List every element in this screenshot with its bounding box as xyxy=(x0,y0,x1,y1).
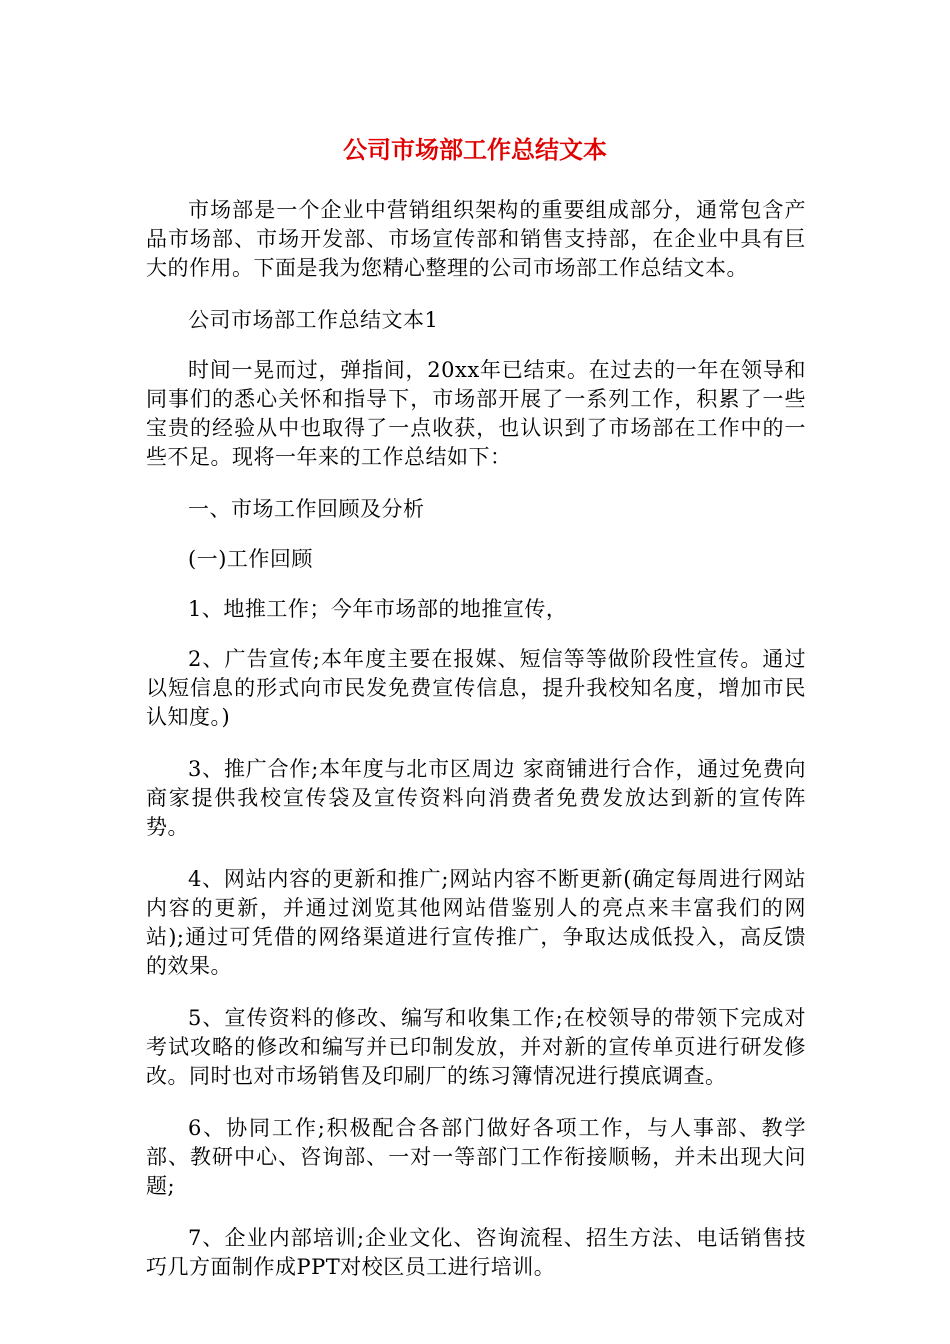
list-item: 7、企业内部培训;企业文化、咨询流程、招生方法、电话销售技巧几方面制作成PPT对校区员工进行培训。 xyxy=(146,1226,806,1279)
body-paragraph: 时间一晃而过，弹指间，20xx年已结束。在过去的一年在领导和同事们的悉心关怀和指导下，市场部开展了一系列工作，积累了一些宝贵的经验从中也取得了一点收获，也认识到了市场部在工作中的一些不足。现将一年来的工作总结如下： xyxy=(146,358,806,469)
list-item: 3、推广合作;本年度与北市区周边 家商铺进行合作，通过免费向商家提供我校宣传袋及宣传资料向消费者免费发放达到新的宣传阵势。 xyxy=(146,757,806,839)
subsection-heading: (一)工作回顾 xyxy=(188,547,313,571)
list-item: 4、网站内容的更新和推广;网站内容不断更新(确定每周进行网站内容的更新，并通过浏览其他网站借鉴别人的亮点来丰富我们的网站);通过可凭借的网络渠道进行宣传推广，争取达成低投入，高反馈的效果。 xyxy=(146,867,806,978)
list-item: 1、地推工作；今年市场部的地推宣传， xyxy=(188,597,568,621)
section-heading: 公司市场部工作总结文本1 xyxy=(188,308,439,332)
list-item: 5、宣传资料的修改、编写和收集工作;在校领导的带领下完成对考试攻略的修改和编写并已印制发放，并对新的宣传单页进行研发修改。同时也对市场销售及印刷厂的练习簿情况进行摸底调查。 xyxy=(146,1006,806,1088)
list-item: 2、广告宣传;本年度主要在报媒、短信等等做阶段性宣传。通过以短信息的形式向市民发免费宣传信息，提升我校知名度，增加市民认知度。) xyxy=(146,647,806,729)
document-title: 公司市场部工作总结文本 xyxy=(343,136,607,164)
document-body xyxy=(146,196,806,1305)
section-heading: 一、市场工作回顾及分析 xyxy=(188,497,425,521)
list-item: 6、协同工作;积极配合各部门做好各项工作，与人事部、教学部、教研中心、咨询部、一对一等部门工作衔接顺畅，并未出现大问题; xyxy=(146,1116,806,1198)
intro-paragraph: 市场部是一个企业中营销组织架构的重要组成部分，通常包含产品市场部、市场开发部、市场宣传部和销售支持部，在企业中具有巨大的作用。下面是我为您精心整理的公司市场部工作总结文本。 xyxy=(146,198,806,280)
